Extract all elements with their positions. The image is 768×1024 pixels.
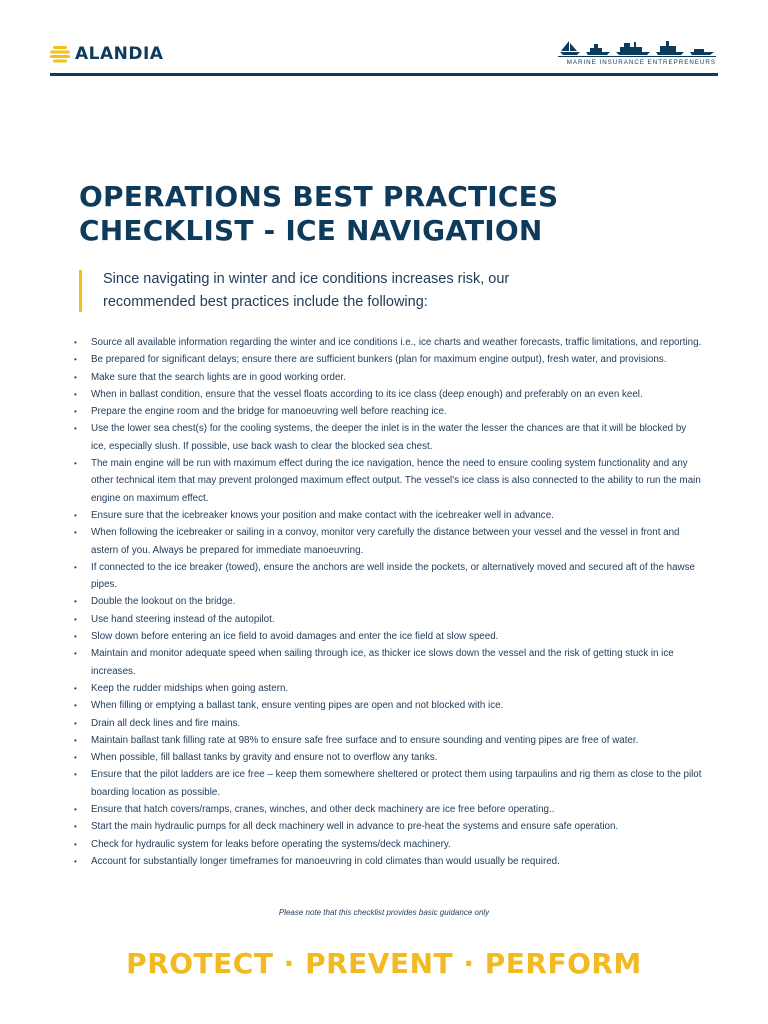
- checklist-item: • Slow down before entering an ice field to avoid damages and enter the ice field at slow speed.: [74, 628, 704, 645]
- checklist-item: • Prepare the engine room and the bridge for manoeuvring well before reaching ice.: [74, 403, 704, 420]
- checklist: [74, 334, 704, 870]
- checklist-item: • Maintain ballast tank filling rate at 98% to ensure safe free surface and to ensure sounding and venting pipes are free of water.: [74, 732, 704, 749]
- alandia-stripes-icon: [50, 44, 70, 64]
- checklist-item: • Use the lower sea chest(s) for the cooling systems, the deeper the inlet is in the water the lesser the chances are that it will be blocked by ice, especially slush. If possible, use back wash to clear the blocked sea chest.: [74, 420, 704, 455]
- tagline-divider: [558, 56, 716, 57]
- logo-text: ALANDIA: [75, 44, 164, 64]
- alandia-logo: [50, 44, 163, 64]
- checklist-item: • Maintain and monitor adequate speed when sailing through ice, as thicker ice slows down the vessel and the risk of getting stuck in ice increases.: [74, 645, 704, 680]
- checklist-item: • Be prepared for significant delays; ensure there are sufficient bunkers (plan for maximum engine output), fresh water, and provisions.: [74, 351, 704, 368]
- checklist-item: • Make sure that the search lights are in good working order.: [74, 369, 704, 386]
- disclaimer-note: Please note that this checklist provides basic guidance only: [278, 908, 490, 917]
- checklist-item: • When following the icebreaker or sailing in a convoy, monitor very carefully the distance between your vessel and the vessel in front and astern of you. Always be prepared for immediate manoeuvring.: [74, 524, 704, 559]
- title-line-2: CHECKLIST - ICE NAVIGATION: [79, 214, 543, 247]
- checklist-item: • Double the lookout on the bridge.: [74, 593, 704, 610]
- checklist-item: • Keep the rudder midships when going astern.: [74, 680, 704, 697]
- checklist-item: • Start the main hydraulic pumps for all deck machinery well in advance to pre-heat the systems and ensure safe operation.: [74, 818, 704, 835]
- checklist-item: • When possible, fill ballast tanks by gravity and ensure not to overflow any tanks.: [74, 749, 704, 766]
- tagline: MARINE INSURANCE ENTREPRENEURS: [566, 59, 716, 66]
- page-title: [79, 180, 699, 248]
- title-line-1: OPERATIONS BEST PRACTICES: [79, 180, 559, 213]
- checklist-item: • Account for substantially longer timeframes for manoeuvring in cold climates than would usually be required.: [74, 853, 704, 870]
- checklist-item: • Source all available information regarding the winter and ice conditions i.e., ice charts and weather forecasts, traffic limitations, and reporting.: [74, 334, 704, 351]
- checklist-item: • When filling or emptying a ballast tank, ensure venting pipes are open and not blocked with ice.: [74, 697, 704, 714]
- tagline-block: [552, 40, 718, 68]
- checklist-item: • When in ballast condition, ensure that the vessel floats according to its ice class (deep enough) and preferably on an even keel.: [74, 386, 704, 403]
- checklist-item: • Check for hydraulic system for leaks before operating the systems/deck machinery.: [74, 836, 704, 853]
- checklist-item: • If connected to the ice breaker (towed), ensure the anchors are well inside the pockets, or alternatively moved and secured aft of the hawse pipes.: [74, 559, 704, 594]
- checklist-item: • Use hand steering instead of the autopilot.: [74, 611, 704, 628]
- checklist-item: • Ensure sure that the icebreaker knows your position and make contact with the icebreaker well in advance.: [74, 507, 704, 524]
- header-divider: [50, 73, 718, 76]
- checklist-item: • Drain all deck lines and fire mains.: [74, 715, 704, 732]
- ships-silhouette-icon: [558, 40, 716, 55]
- intro-accent-bar: [79, 270, 82, 312]
- motto: PROTECT · PREVENT · PERFORM: [126, 947, 642, 980]
- checklist-item: • Ensure that the pilot ladders are ice free – keep them somewhere sheltered or protect them using tarpaulins and rig them as close to the pilot boarding location as possible.: [74, 766, 704, 801]
- intro-text: [103, 268, 663, 314]
- intro-line-1: Since navigating in winter and ice conditions increases risk, our: [103, 271, 510, 287]
- checklist-item: • Ensure that hatch covers/ramps, cranes, winches, and other deck machinery are ice free before operating..: [74, 801, 704, 818]
- checklist-item: • The main engine will be run with maximum effect during the ice navigation, hence the need to ensure cooling system functionality and any other technical item that may prevent prolonged maximum effect output. The vessel's ice class is also connected to the ability to run the main engine on maximum effect.: [74, 455, 704, 507]
- intro-line-2: recommended best practices include the following:: [103, 294, 428, 310]
